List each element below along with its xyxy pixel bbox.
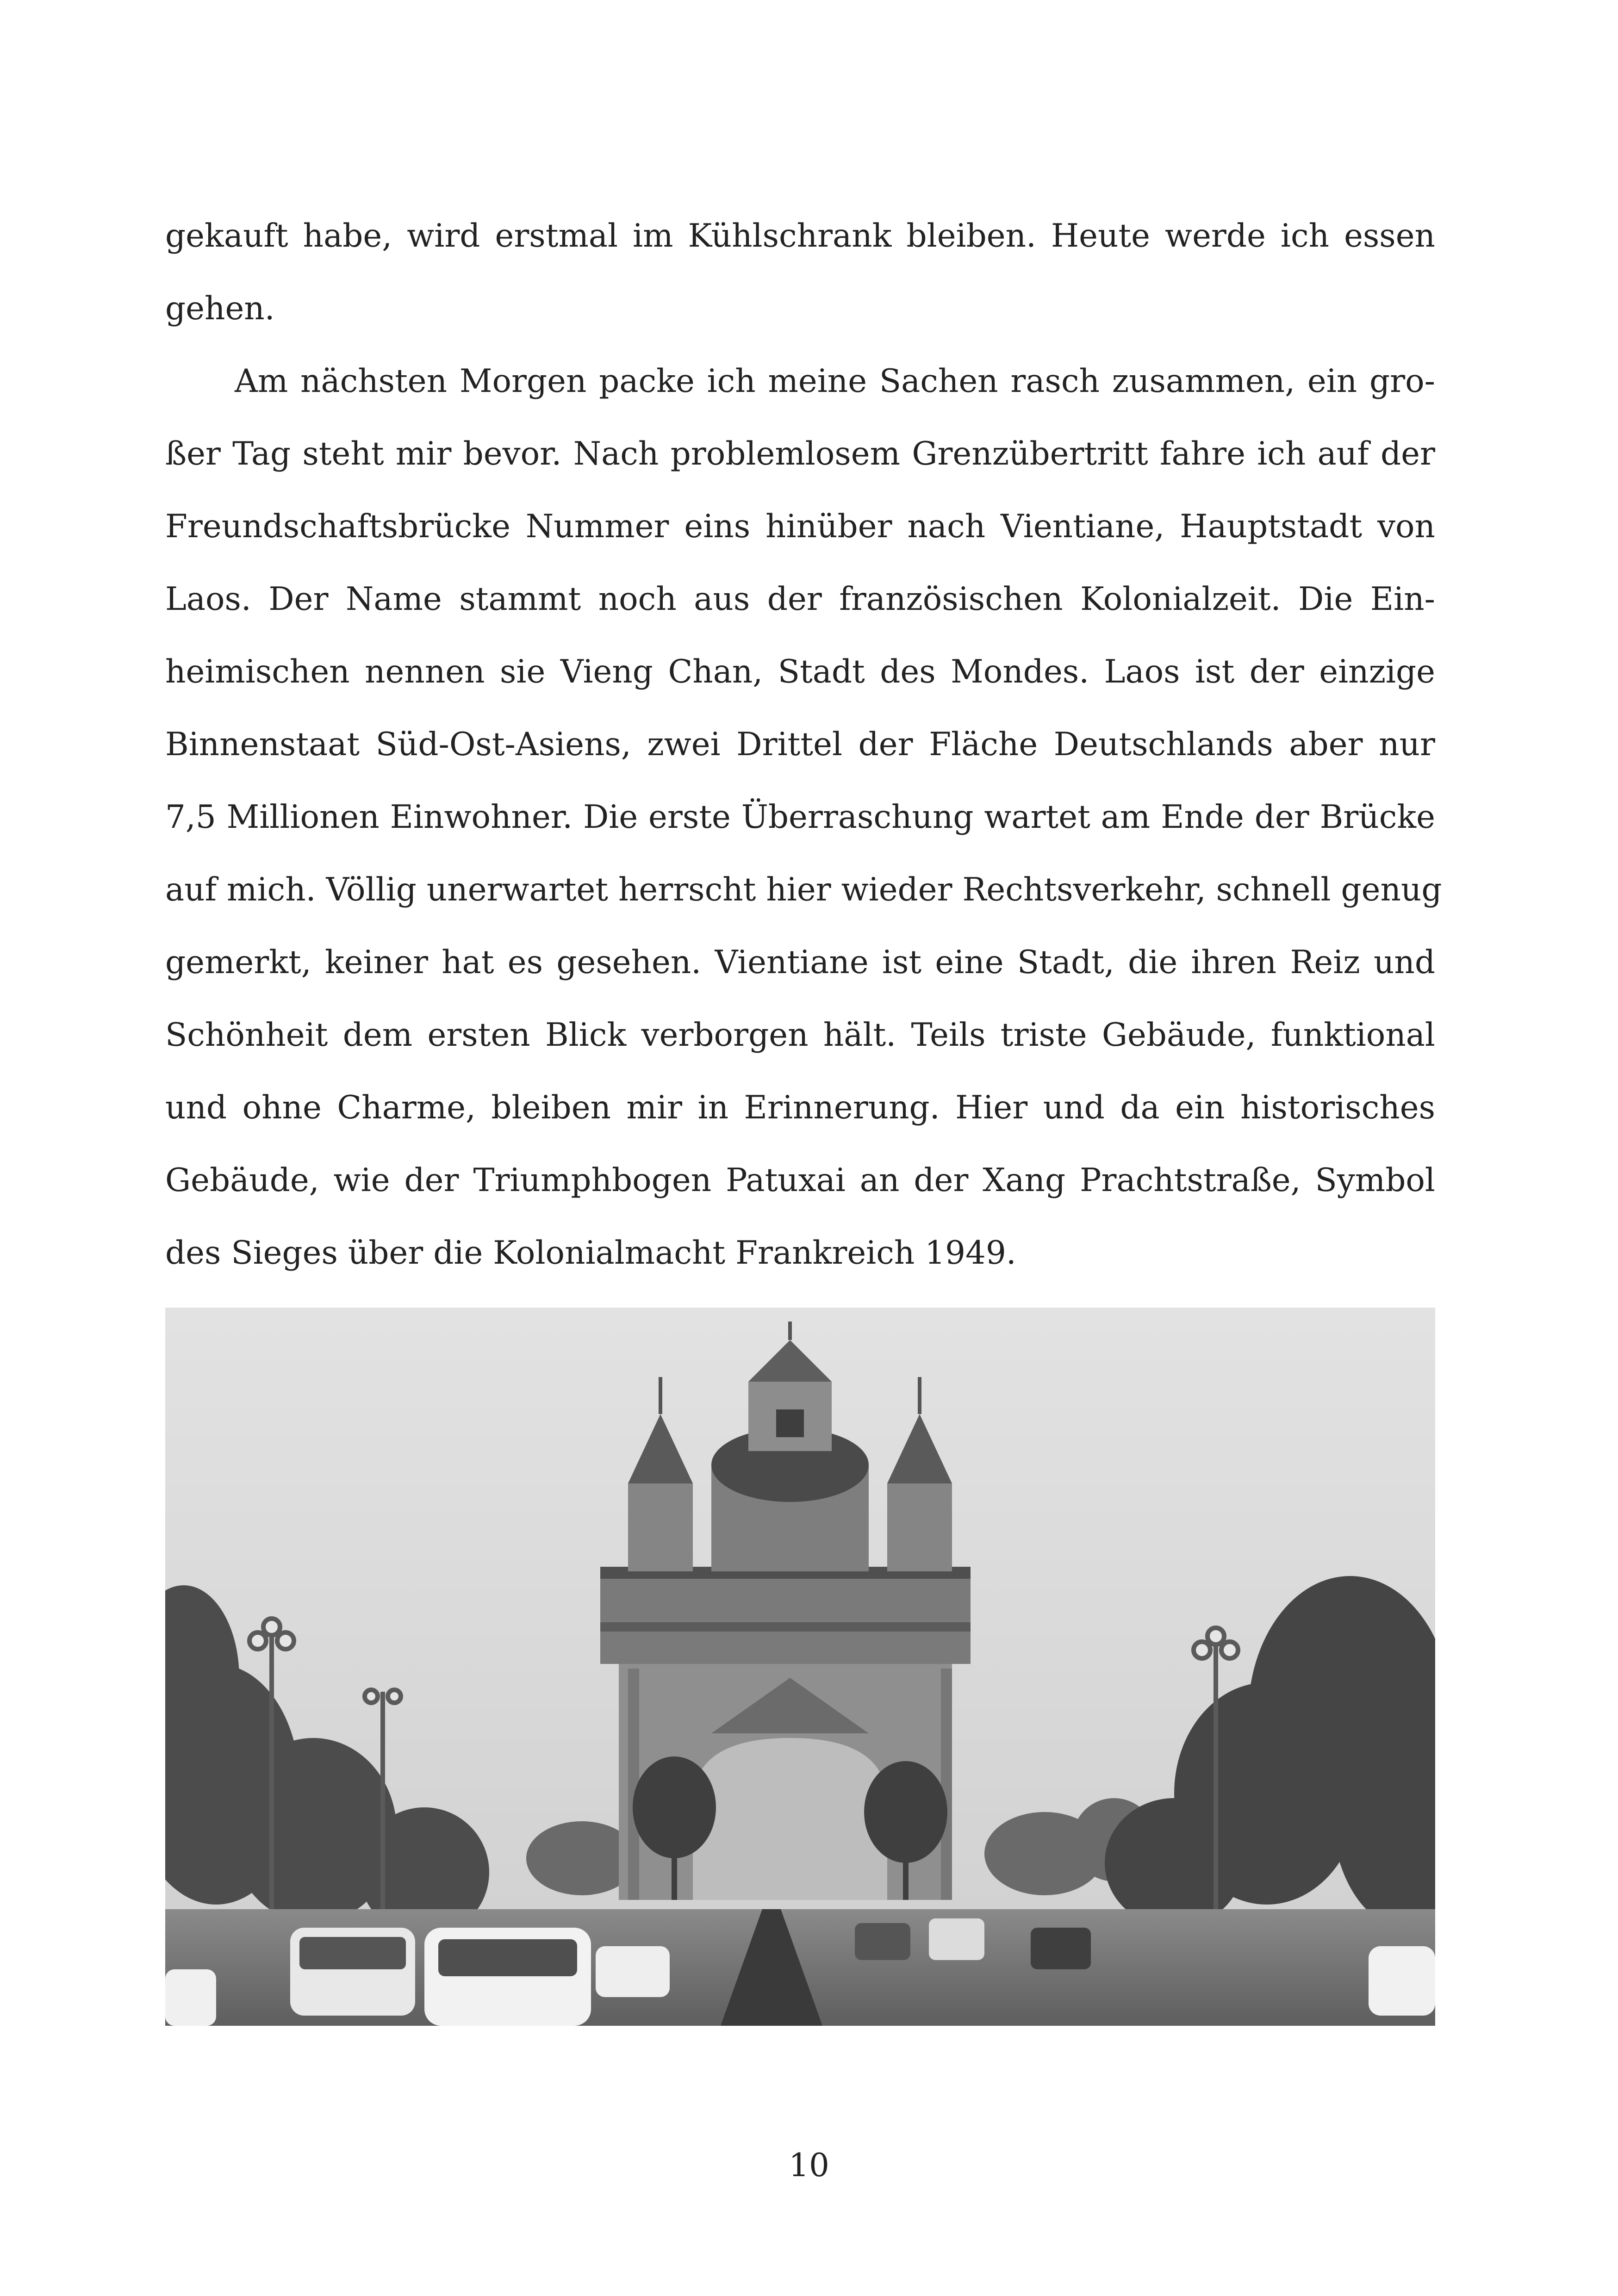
body-text: [165, 200, 1442, 1290]
text-line: Laos. Der Name stammt noch aus der französischen Kolonialzeit. Die Ein-: [165, 581, 1435, 618]
text-line: gekauft habe, wird erstmal im Kühlschrank bleiben. Heute werde ich essen: [165, 217, 1435, 254]
text-line: und ohne Charme, bleiben mir in Erinnerung. Hier und da ein historisches: [165, 1089, 1435, 1126]
text-line: des Sieges über die Kolonialmacht Frankreich 1949.: [165, 1235, 1016, 1272]
patuxai-photo: [165, 1308, 1435, 2026]
text-line: gemerkt, keiner hat es gesehen. Vientiane ist eine Stadt, die ihren Reiz und: [165, 944, 1435, 981]
text-line: Binnenstaat Süd-Ost-Asiens, zwei Drittel der Fläche Deutschlands aber nur: [165, 726, 1435, 763]
text-line: heimischen nennen sie Vieng Chan, Stadt des Mondes. Laos ist der einzige: [165, 653, 1435, 690]
text-line: gehen.: [165, 290, 275, 327]
page-number: 10: [789, 2147, 829, 2184]
text-line: Freundschaftsbrücke Nummer eins hinüber nach Vientiane, Hauptstadt von: [165, 508, 1435, 545]
text-line: auf mich. Völlig unerwartet herrscht hier wieder Rechtsverkehr, schnell genug: [165, 871, 1442, 908]
text-line: ßer Tag steht mir bevor. Nach problemlosem Grenzübertritt fahre ich auf der: [165, 435, 1435, 472]
text-line: 7,5 Millionen Einwohner. Die erste Überraschung wartet am Ende der Brücke: [165, 799, 1435, 836]
text-line: Gebäude, wie der Triumphbogen Patuxai an der Xang Prachtstraße, Symbol: [165, 1162, 1435, 1199]
text-line: Schönheit dem ersten Blick verborgen hält. Teils triste Gebäude, funktional: [165, 1017, 1435, 1054]
text-line: Am nächsten Morgen packe ich meine Sachen rasch zusammen, ein gro-: [235, 363, 1435, 400]
